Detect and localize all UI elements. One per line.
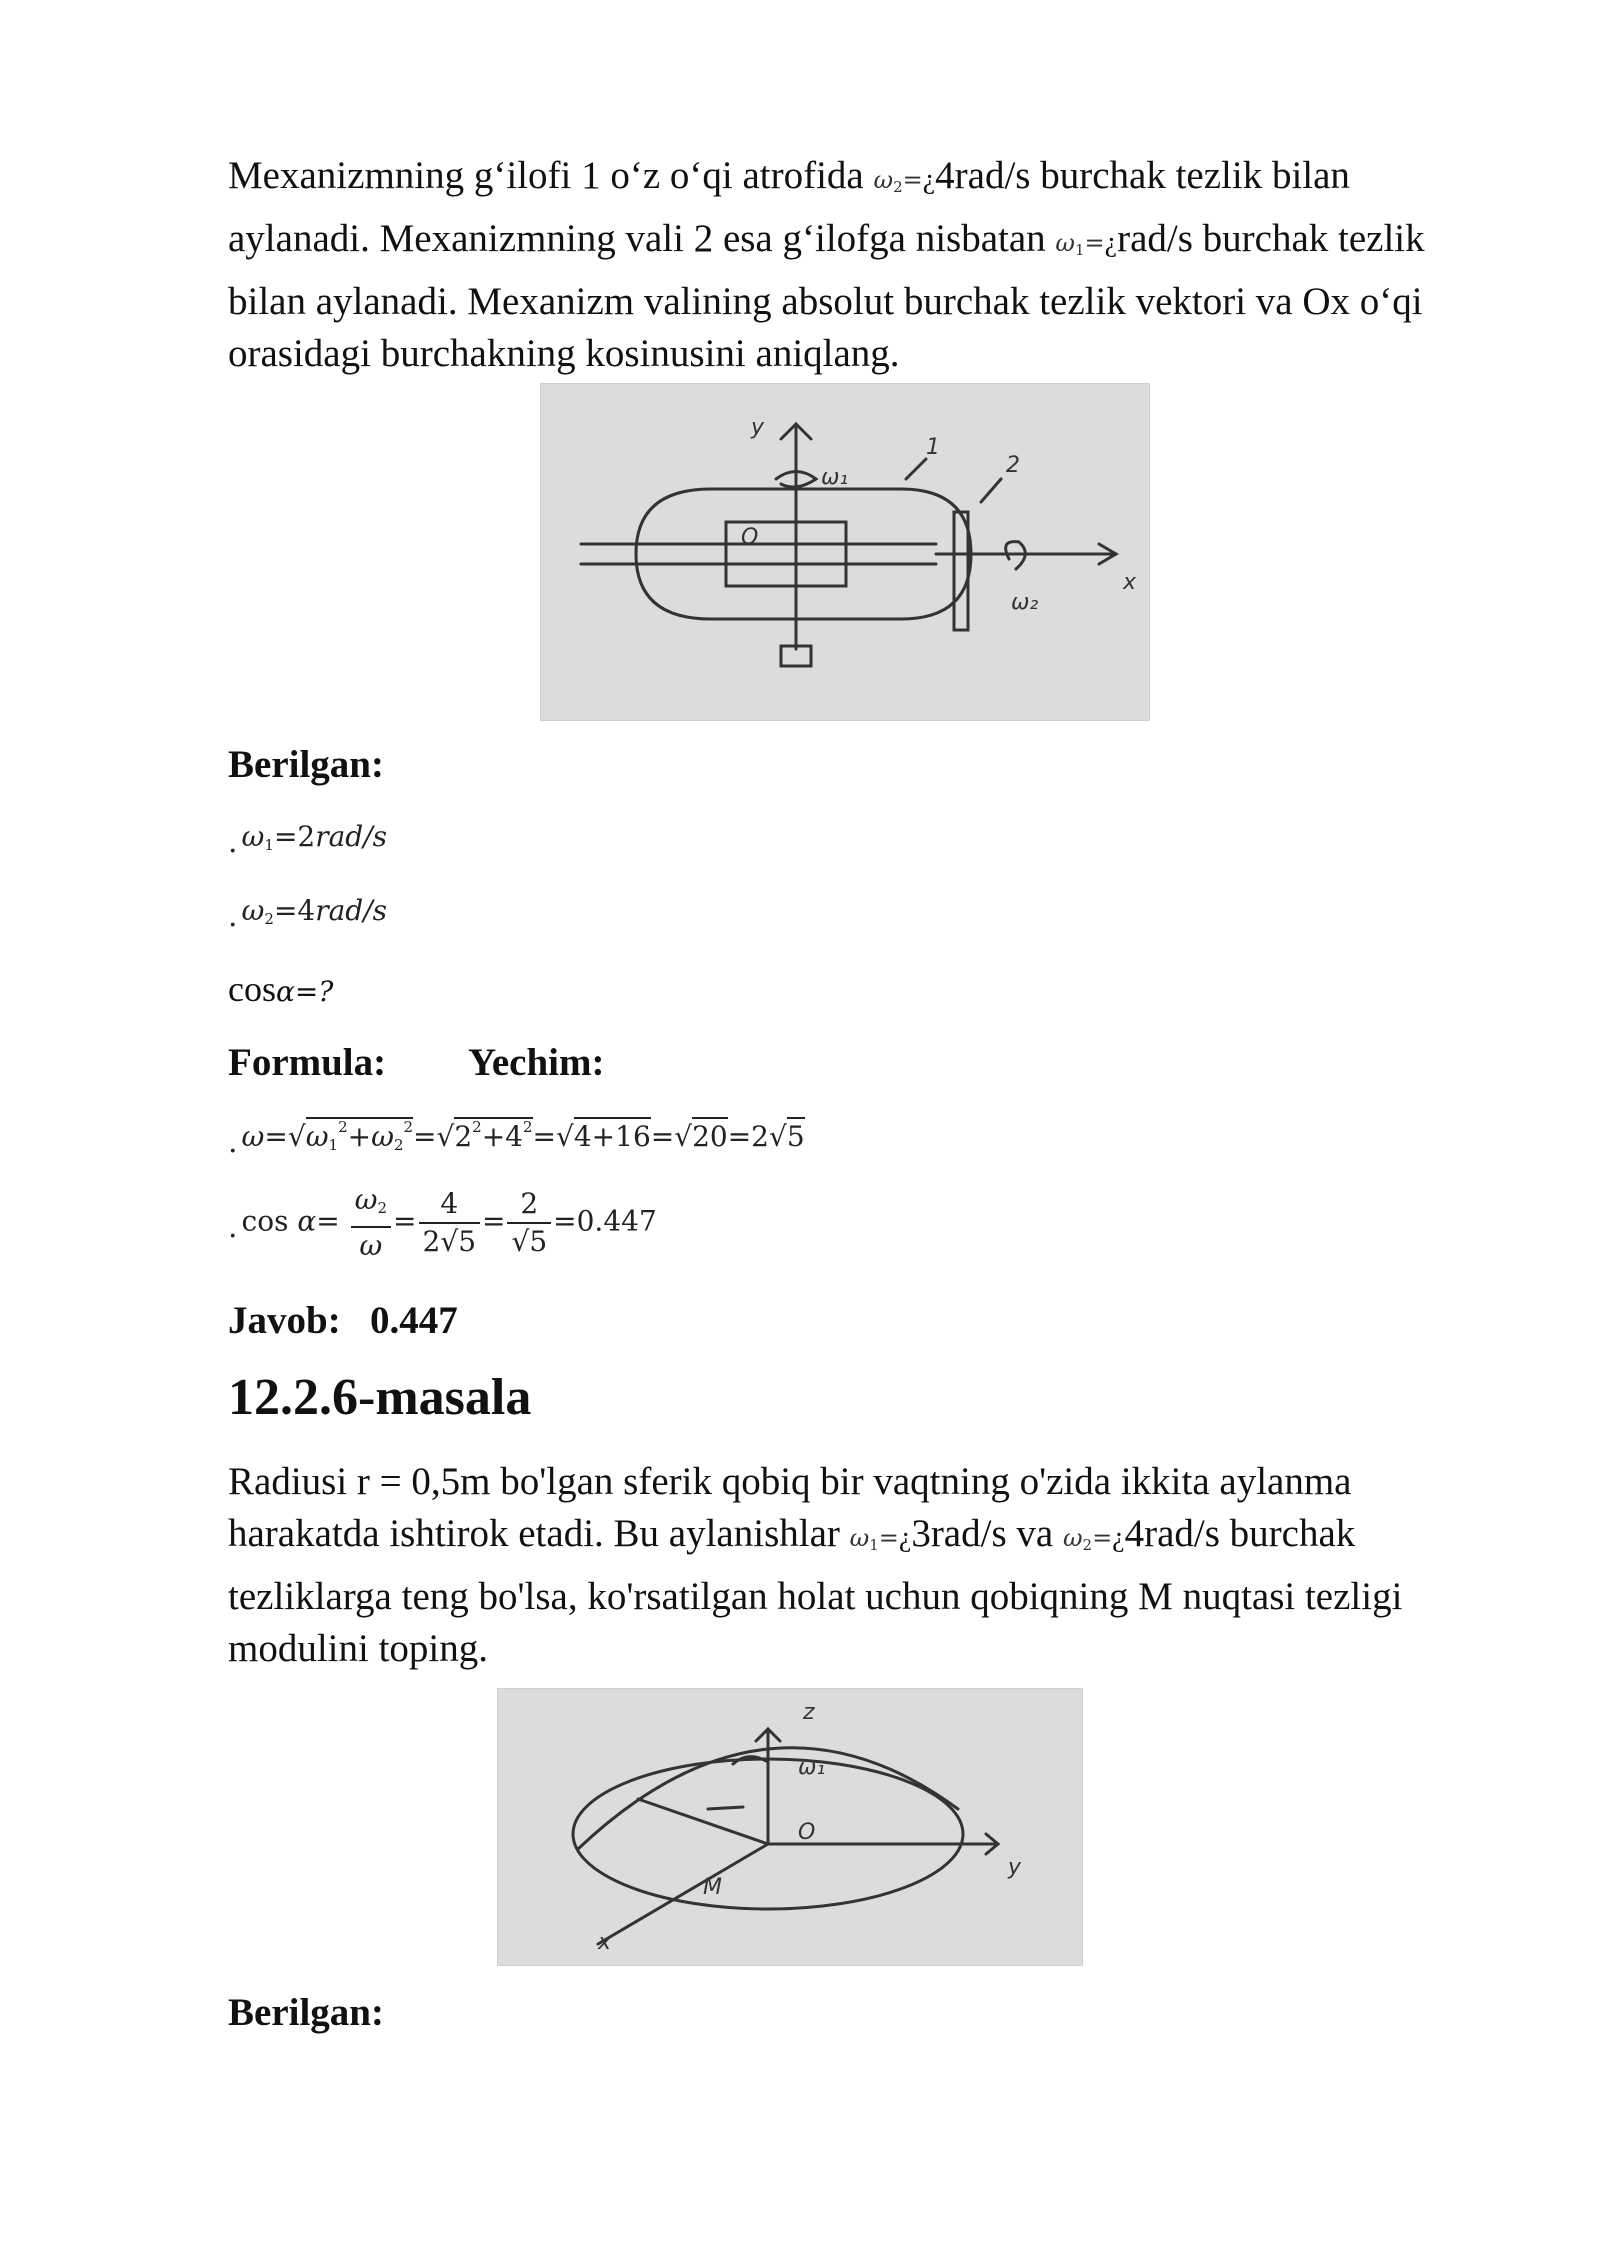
answer-label: Javob: bbox=[228, 1299, 341, 1342]
figure1-label-2: 2 bbox=[1006, 453, 1020, 478]
problem1-statement bbox=[228, 150, 1488, 380]
figure1-label-y: y bbox=[751, 415, 765, 440]
figure2-label-o: O bbox=[798, 1820, 816, 1845]
figure1-label-omega2: ω₂ bbox=[1011, 590, 1039, 615]
inverted-question-mark: ¿ bbox=[1104, 227, 1118, 258]
equals-sign: = bbox=[1084, 229, 1105, 257]
omega2-symbol: $\omega_2$ bbox=[873, 166, 903, 196]
figure2-label-x: x bbox=[598, 1930, 612, 1955]
solution-heading: Yechim: bbox=[468, 1041, 605, 1084]
mechanism-figure bbox=[540, 383, 1150, 721]
statement-text: rad/s burchak tezlik bilan aylanadi. Mexanizm valining absolut burchak tezlik vektori va Ox o‘qi orasidagi burchakning kosinusini aniqlang. bbox=[228, 217, 1425, 375]
sphere-figure bbox=[497, 1688, 1083, 1966]
figure2-label-z: z bbox=[803, 1700, 815, 1725]
problem2-statement: Radiusi r = 0,5m bo'lgan sferik qobiq bir vaqtning o'zida ikkita aylanma harakatda ishtirok etadi. Bu aylanishlar $\omega_1=¿3rad/s$ va $\omega_2=¿4rad/s$ burchak tezliklarga teng bo'lsa, ko'rsatilgan holat uchun qobiqning M nuqtasi tezligi modulini toping. bbox=[228, 1460, 1403, 1670]
problem2-title: 12.2.6-masala bbox=[228, 1369, 532, 1426]
inverted-question-mark: ¿ bbox=[922, 164, 936, 195]
figure2-label-omega: ω₁ bbox=[798, 1755, 826, 1780]
figure1-label-omega1: ω₁ bbox=[821, 465, 849, 490]
equals-sign: = bbox=[902, 166, 923, 194]
given-omega1: . $\omega_1=2rad/s$ bbox=[228, 820, 388, 860]
equation-cos-alpha: . cos α= $\frac{\omega_2}{\omega}$ = $\frac{4}{2√5}$ = $\frac{2}{√5}$ =0.447 bbox=[228, 1183, 657, 1262]
omega1-symbol: $\omega_1$ bbox=[1055, 229, 1085, 259]
statement-text: 4rad/s burchak tezlik bilan aylanadi. Mexanizmning vali 2 esa g‘ilofga nisbatan bbox=[228, 154, 1350, 260]
figure1-label-x: x bbox=[1123, 570, 1137, 595]
sphere-sketch bbox=[498, 1689, 1082, 1965]
figure2-label-m: M bbox=[703, 1875, 722, 1900]
answer-line bbox=[228, 1298, 458, 1343]
answer-value: 0.447 bbox=[369, 1299, 458, 1342]
formula-heading: Formula: bbox=[228, 1041, 387, 1084]
problem2-given-heading: Berilgan: bbox=[228, 1991, 384, 2034]
given-heading: Berilgan: bbox=[228, 743, 384, 786]
given-omega2: . $\omega_2=4rad/s$ bbox=[228, 894, 388, 934]
equation-omega-magnitude: . $\omega=√\omega_1^2+\omega_2^2=√2^2+4^2=√4+16=√20=2√5$ bbox=[228, 1118, 805, 1160]
find-cos-alpha: cosα=? bbox=[228, 969, 334, 1009]
figure1-label-1: 1 bbox=[926, 435, 940, 460]
figure2-label-y: y bbox=[1008, 1855, 1022, 1880]
mechanism-sketch bbox=[541, 384, 1149, 720]
figure1-label-o: O bbox=[741, 525, 759, 550]
statement-text: Mexanizmning g‘ilofi 1 o‘z o‘qi atrofida bbox=[228, 154, 864, 197]
